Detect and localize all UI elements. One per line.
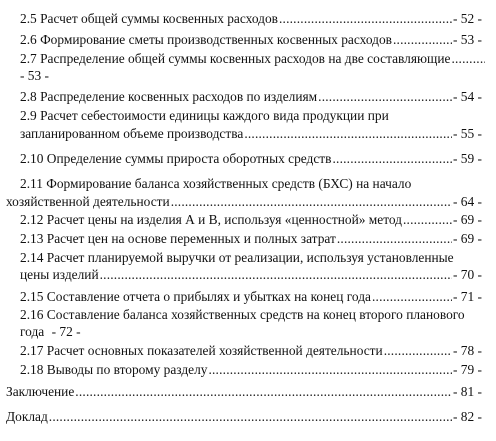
toc-entry-2-11[interactable]	[6, 193, 482, 210]
toc-entry-title: года	[20, 324, 45, 339]
toc-entry-2-11-line1: 2.11 Формирование баланса хозяйственных средств (БХС) на начало	[20, 176, 412, 191]
toc-entry-2-7[interactable]	[20, 50, 486, 67]
toc-entry-page: - 71 -	[452, 289, 482, 304]
toc-entry-title: 2.13 Расчет цен на основе переменных и полных затрат	[20, 231, 336, 246]
toc-entry-2-5[interactable]	[20, 10, 482, 27]
toc-entry-page: - 78 -	[452, 343, 482, 358]
toc-entry-2-12[interactable]	[20, 211, 482, 228]
toc-entry-page: - 54 -	[452, 89, 482, 104]
toc-leader-dots	[318, 88, 452, 105]
toc-entry-title: цены изделий	[20, 267, 99, 282]
toc-entry-title: 2.7 Распределение общей суммы косвенных расходов на две составляющие	[20, 51, 451, 66]
toc-entry-page: - 64 -	[452, 194, 482, 209]
toc-entry-title: запланированном объеме производства	[20, 126, 244, 141]
toc-entry-title: 2.18 Выводы по второму разделу	[20, 362, 208, 377]
toc-entry-page: - 69 -	[452, 231, 482, 246]
toc-entry-page: - 79 -	[452, 362, 482, 377]
toc-entry-page: - 70 -	[452, 267, 482, 282]
toc-leader-dots	[100, 266, 452, 283]
toc-entry-title: Заключение	[6, 384, 75, 399]
toc-entry-page: - 72 -	[51, 324, 81, 339]
toc-entry-title: 2.12 Расчет цены на изделия А и В, используя «ценностной» метод	[20, 212, 402, 227]
toc-entry-2-16[interactable]	[20, 323, 81, 340]
toc-entry-page: - 59 -	[452, 151, 482, 166]
toc-entry-page: - 52 -	[452, 11, 482, 26]
toc-entry-2-10[interactable]	[20, 150, 482, 167]
toc-entry-2-14[interactable]	[20, 266, 482, 283]
toc-leader-dots	[171, 193, 452, 210]
toc-entry-title: 2.15 Составление отчета о прибылях и убытках на конец года	[20, 289, 371, 304]
toc-entry-conclusion[interactable]	[6, 383, 482, 400]
toc-entry-2-14-line1: 2.14 Расчет планируемой выручки от реализации, используя установленные	[20, 250, 454, 265]
toc-leader-dots	[244, 125, 452, 142]
toc-entry-2-13[interactable]	[20, 230, 482, 247]
toc-leader-dots	[393, 31, 452, 48]
toc-leader-dots	[451, 50, 485, 67]
toc-leader-dots	[208, 361, 452, 378]
toc-leader-dots	[384, 342, 452, 359]
toc-leader-dots	[49, 408, 452, 425]
toc-entry-page: - 82 -	[452, 409, 482, 424]
toc-entry-2-9[interactable]	[20, 125, 482, 142]
toc-entry-page: - 81 -	[452, 384, 482, 399]
toc-entry-2-7-page: - 53 -	[20, 68, 50, 83]
toc-entry-title: 2.17 Расчет основных показателей хозяйственной деятельности	[20, 343, 383, 358]
toc-leader-dots	[403, 211, 452, 228]
toc-entry-2-15[interactable]	[20, 288, 482, 305]
toc-entry-2-9-line1: 2.9 Расчет себестоимости единицы каждого вида продукции при	[20, 108, 389, 123]
toc-entry-title: 2.6 Формирование сметы производственных косвенных расходов	[20, 32, 392, 47]
toc-entry-title: Доклад	[6, 409, 48, 424]
toc-entry-2-18[interactable]	[20, 361, 482, 378]
toc-leader-dots	[332, 150, 452, 167]
toc-entry-page: - 53 -	[452, 32, 482, 47]
toc-leader-dots	[372, 288, 452, 305]
toc-leader-dots	[279, 10, 452, 27]
toc-entry-title: хозяйственной деятельности	[6, 194, 170, 209]
toc-entry-title: 2.10 Определение суммы прироста оборотных средств	[20, 151, 332, 166]
toc-entry-2-16-line1: 2.16 Составление баланса хозяйственных средств на конец второго планового	[20, 307, 465, 322]
toc-leader-dots	[337, 230, 452, 247]
toc-entry-page: - 69 -	[452, 212, 482, 227]
toc-entry-2-8[interactable]	[20, 88, 482, 105]
toc-entry-2-6[interactable]	[20, 31, 482, 48]
toc-leader-dots	[75, 383, 452, 400]
toc-entry-title: 2.8 Распределение косвенных расходов по изделиям	[20, 89, 318, 104]
toc-entry-report[interactable]	[6, 408, 482, 425]
toc-entry-title: 2.5 Расчет общей суммы косвенных расходов	[20, 11, 278, 26]
toc-entry-2-17[interactable]	[20, 342, 482, 359]
toc-entry-page: - 55 -	[452, 126, 482, 141]
